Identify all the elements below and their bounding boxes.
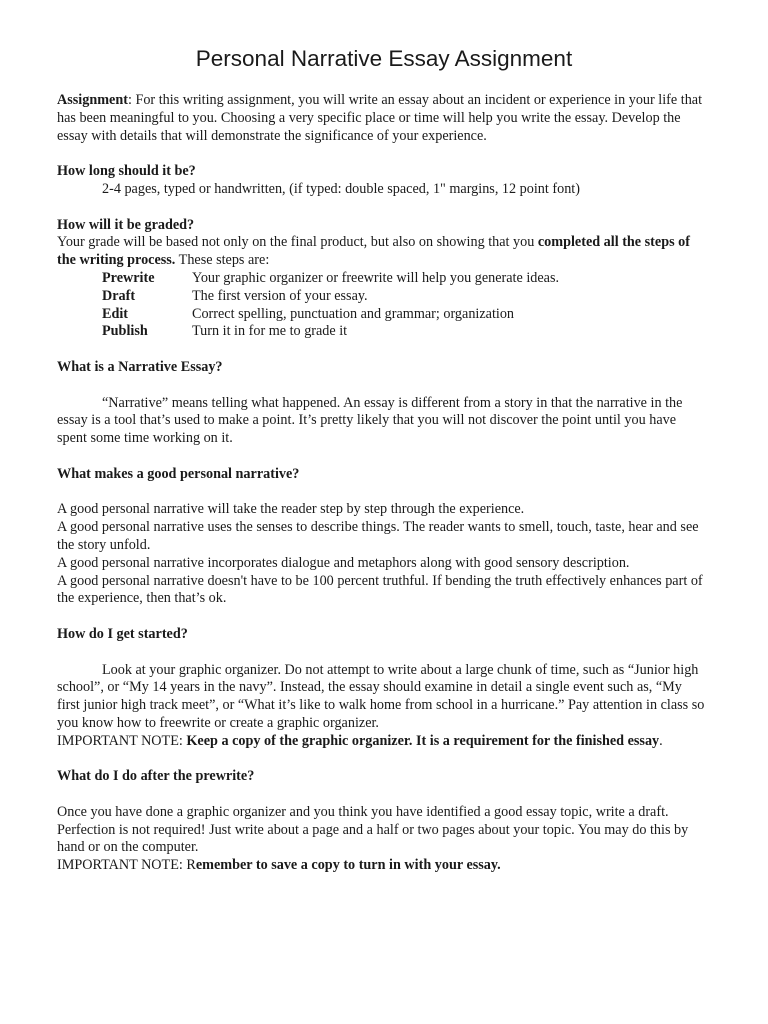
narrative-heading: What is a Narrative Essay?: [57, 358, 223, 375]
step-description: Your graphic organizer or freewrite will help you generate ideas.: [192, 269, 560, 286]
step-description: The first version of your essay.: [192, 287, 368, 304]
grading-text-bold: completed all the steps of the writing process.: [57, 234, 690, 269]
note-bold-text: Keep a copy of the graphic organizer. It is a requirement for the finished essay: [186, 732, 660, 749]
step-name: Edit: [102, 305, 129, 322]
writing-steps-list: [57, 270, 705, 341]
step-description: Correct spelling, punctuation and grammar; organization: [192, 305, 515, 322]
good-narrative-line: A good personal narrative doesn't have to be 100 percent truthful. If bending the truth effectively enhances part of the experience, then that’s ok.: [57, 572, 703, 607]
note-label: IMPORTANT NOTE:: [57, 732, 187, 749]
step-name: Publish: [102, 323, 148, 340]
grading-heading: How will it be graded?: [57, 216, 195, 233]
note-end: .: [659, 732, 663, 749]
get-started-note: [57, 733, 705, 751]
note-bold-text: emember to save a copy to turn in with your essay.: [195, 857, 501, 874]
narrative-text: “Narrative” means telling what happened. An essay is different from a story in that the narrative in the essay is a tool that’s used to make a point. It’s pretty likely that you will not discover the point until you have spent some time working on it.: [57, 394, 683, 447]
good-narrative-line: A good personal narrative will take the reader step by step through the experience.: [57, 501, 525, 518]
step-row: [102, 288, 705, 306]
grading-paragraph: [57, 234, 705, 270]
get-started-text: Look at your graphic organizer. Do not attempt to write about a large chunk of time, such as “Junior high school”, or “My 14 years in the navy”. Instead, the essay should examine in detail a single event such as, “My first junior high track meet”, or “What it’s like to walk home from school in a hurricane.” Pay attention in class so you know how to freewrite or create a graphic organizer.: [57, 661, 705, 731]
grading-text-before: Your grade will be based not only on the final product, but also on showing that you: [57, 234, 538, 251]
good-narrative-heading: What makes a good personal narrative?: [57, 465, 300, 482]
after-prewrite-note: [57, 857, 705, 875]
document-body: [57, 92, 705, 875]
step-description: Turn it in for me to grade it: [192, 323, 348, 340]
step-name: Prewrite: [102, 269, 155, 286]
length-heading: How long should it be?: [57, 163, 196, 180]
step-row: [102, 270, 705, 288]
grading-text-after: These steps are:: [175, 252, 270, 269]
page-title: Personal Narrative Essay Assignment: [195, 46, 573, 71]
assignment-text: : For this writing assignment, you will write an essay about an incident or experience in your life that has been meaningful to you. Choosing a very specific place or time will help you write the essay. Develop the essay with details that will demonstrate the significance of your experience.: [57, 92, 703, 144]
good-narrative-line: A good personal narrative incorporates dialogue and metaphors along with good sensory description.: [57, 554, 630, 571]
assignment-label: Assignment: [57, 92, 128, 108]
after-prewrite-text: Once you have done a graphic organizer and you think you have identified a good essay topic, write a draft. Perfection is not required! Just write about a page and a half or two pages about your topic. You may do this by hand or on the computer.: [57, 803, 689, 856]
step-row: [102, 323, 705, 341]
good-narrative-line: A good personal narrative uses the senses to describe things. The reader wants to smell, touch, taste, hear and see the story unfold.: [57, 519, 699, 553]
note-label: IMPORTANT NOTE: R: [57, 857, 196, 874]
step-row: [102, 306, 705, 324]
get-started-heading: How do I get started?: [57, 625, 188, 642]
assignment-paragraph: [57, 92, 705, 145]
length-text: 2-4 pages, typed or handwritten, (if typed: double spaced, 1" margins, 12 point font): [102, 180, 580, 197]
step-name: Draft: [102, 287, 136, 304]
after-prewrite-heading: What do I do after the prewrite?: [57, 768, 255, 785]
